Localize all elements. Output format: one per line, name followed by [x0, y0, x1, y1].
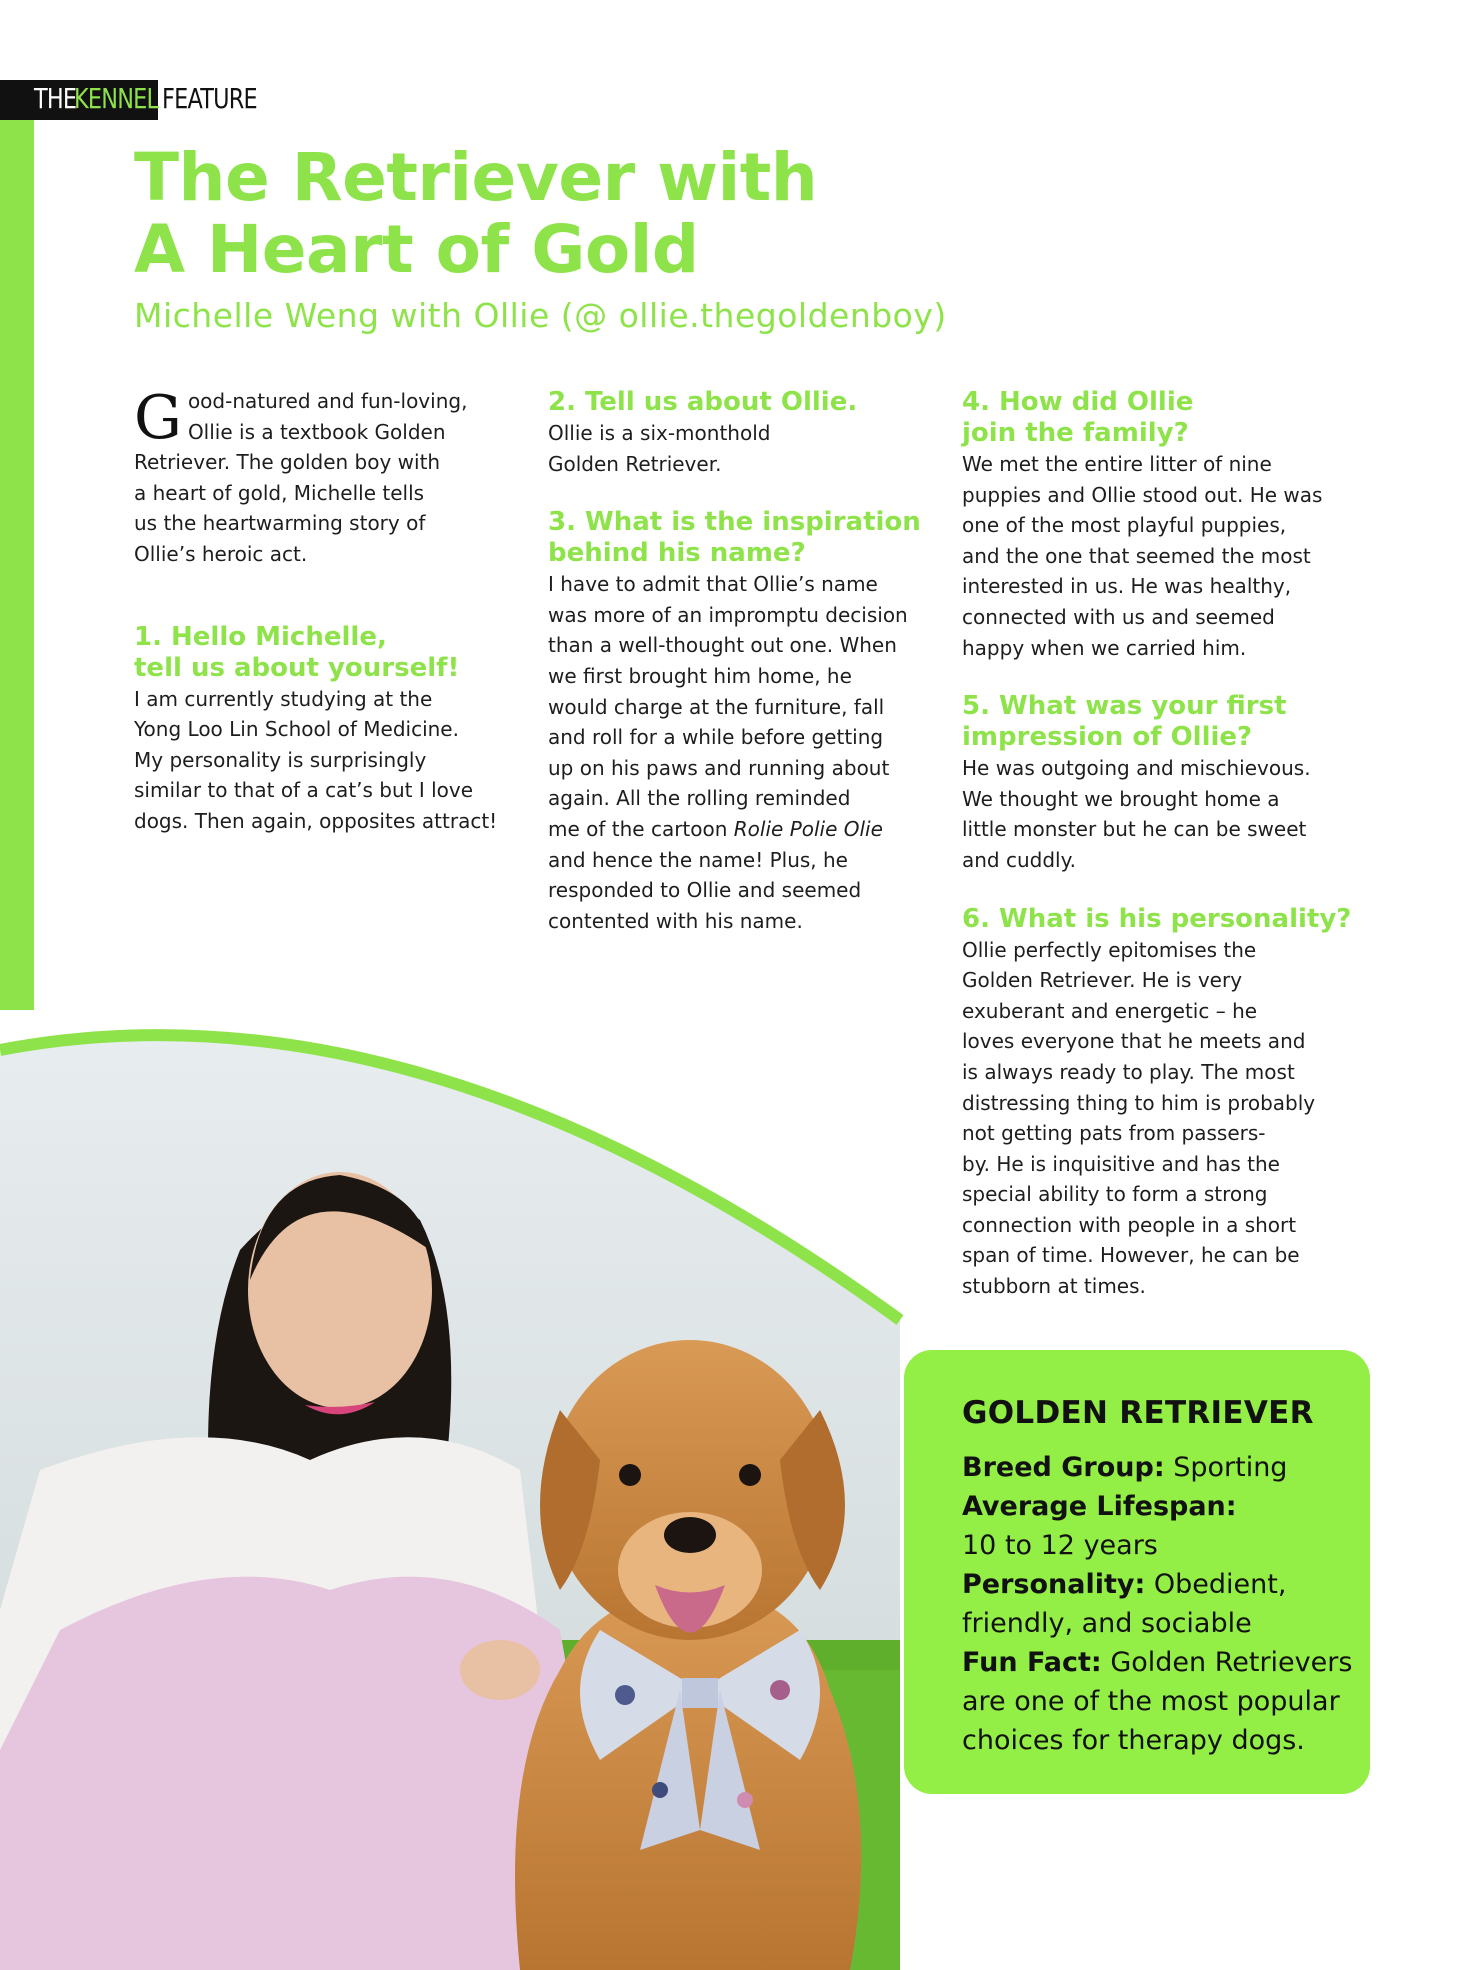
lifespan-value: 10 to 12 years [962, 1530, 1158, 1561]
answer-3 [548, 569, 938, 936]
personality-label: Personality: [962, 1569, 1146, 1600]
personality-row [962, 1565, 1357, 1643]
question-6: 6. What is his personality? [962, 903, 1352, 934]
breed-group-row [962, 1448, 1357, 1487]
title-line-2: A Heart of Gold [134, 211, 699, 288]
breed-info-title: GOLDEN RETRIEVER [962, 1395, 1314, 1431]
column-3 [962, 387, 1362, 1302]
question-2: 2. Tell us about Ollie. [548, 387, 858, 417]
cartoon-title: Rolie Polie Olie [733, 816, 883, 841]
breed-info-body [962, 1448, 1357, 1760]
answer-1: I am currently studying at the Yong Loo Lin School of Medicine. My personality is surprisingly similar to that of a cat’s but I love dogs. Then again, opposites attract! [134, 686, 498, 833]
intro-text: ood-natured and fun-loving, Ollie is a textbook Golden Retriever. The golden boy with a heart of gold, Michelle tells us the heartwarming story of Ollie’s heroic act. [134, 389, 468, 566]
answer-3-text-b: and hence the name! Plus, he responded to Ollie and seemed contented with his name. [548, 847, 862, 933]
fun-fact-value: Golden Retrievers are one of the most popular choices for therapy dogs. [962, 1647, 1353, 1756]
article-byline: Michelle Weng with Ollie (@ ollie.thegoldenboy) [134, 296, 947, 335]
answer-2: Ollie is a six-monthold Golden Retriever. [548, 421, 771, 476]
lifespan-label: Average Lifespan: [962, 1491, 1237, 1522]
answer-5: He was outgoing and mischievous. We thought we brought home a little monster but he can be sweet and cuddly. [962, 756, 1311, 872]
header-brand-the: THE [34, 82, 77, 115]
title-line-1: The Retriever with [134, 139, 818, 216]
fun-fact-label: Fun Fact: [962, 1647, 1102, 1678]
question-3: 3. What is the inspiration behind his name? [548, 507, 921, 569]
header-brand-kennel: KENNEL [74, 82, 159, 115]
answer-4: We met the entire litter of nine puppies and Ollie stood out. He was one of the most playful puppies, and the one that seemed the most interested in us. He was healthy, connected with us and seemed happy when we carried him. [962, 452, 1323, 660]
header-section-label: FEATURE [162, 82, 257, 115]
breed-group-label: Breed Group: [962, 1452, 1165, 1483]
personality-value: Obedient, friendly, and sociable [962, 1569, 1287, 1639]
intro-paragraph [134, 383, 524, 570]
lifespan-row [962, 1487, 1357, 1526]
question-4: 4. How did Ollie join the family? [962, 387, 1194, 448]
column-1 [134, 383, 524, 837]
drop-cap: G [134, 383, 182, 453]
left-accent-bar [0, 120, 34, 1010]
column-2 [548, 387, 938, 936]
question-5: 5. What was your first impression of Ollie? [962, 691, 1287, 753]
article-title [134, 139, 1034, 288]
breed-group-value: Sporting [1164, 1452, 1288, 1483]
question-1: 1. Hello Michelle, tell us about yourself! [134, 621, 460, 683]
answer-3-text-a: I have to admit that Ollie’s name was more of an impromptu decision than a well-thought out one. When we first brought him home, he would charge at the furniture, fall and roll for a while before getting up on his paws and running about again. All the rolling reminded me of the cartoon [548, 572, 908, 841]
fun-fact-row [962, 1643, 1357, 1760]
answer-6: Ollie perfectly epitomises the Golden Retriever. He is very exuberant and energetic – he loves everyone that he meets and is always ready to play. The most distressing thing to him is probably not getting pats from passers- by. He is inquisitive and has the special ability to form a strong connection with people in a short span of time. However, he can be stubborn at times. [962, 937, 1316, 1299]
photo-woman-with-golden-retriever [0, 990, 1000, 1970]
